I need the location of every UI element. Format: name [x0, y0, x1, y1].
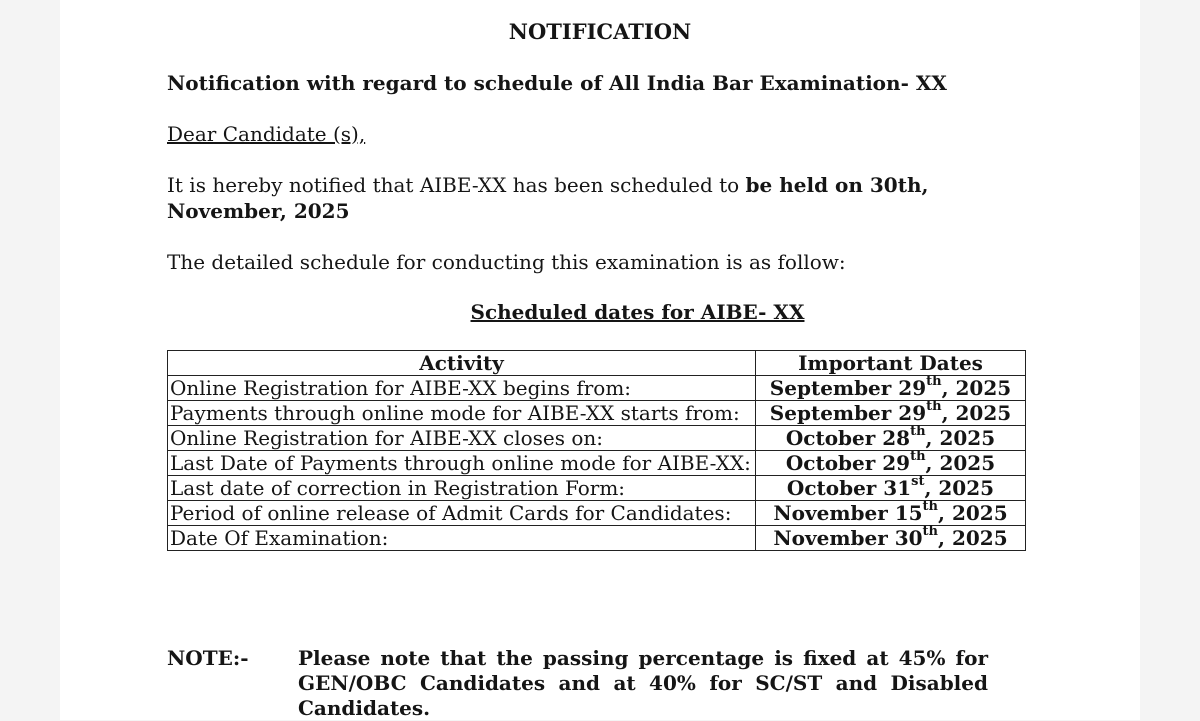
intro-paragraph [167, 172, 997, 224]
activity-cell: Payments through online mode for AIBE-XX starts from: [168, 401, 756, 426]
activity-cell: Last Date of Payments through online mode for AIBE-XX: [168, 451, 756, 476]
table-row [168, 401, 1026, 426]
activity-cell: Last date of correction in Registration Form: [168, 476, 756, 501]
date-year: , 2025 [941, 376, 1012, 400]
date-year: , 2025 [938, 526, 1008, 550]
date-ordinal-suffix: th [922, 499, 939, 515]
notification-subject: Notification with regard to schedule of All India Bar Examination- XX [167, 71, 947, 95]
table-row [168, 376, 1026, 401]
date-ordinal-suffix: th [910, 424, 926, 440]
activity-cell: Online Registration for AIBE-XX begins from: [168, 376, 756, 401]
table-row [168, 426, 1026, 451]
note-label: NOTE:- [167, 646, 249, 670]
table-row [168, 501, 1026, 526]
activity-header: Activity [168, 351, 756, 376]
note-text: Please note that the passing percentage is fixed at 45% for GEN/OBC Candidates and at 40% for SC/ST and Disabled Candidates. [298, 646, 988, 720]
table-row [168, 476, 1026, 501]
schedule-table [167, 350, 1026, 551]
date-month-day: October 31 [786, 476, 912, 500]
date-month-day: October 28 [785, 426, 911, 450]
date-year: , 2025 [925, 451, 996, 475]
notification-title: NOTIFICATION [508, 19, 692, 44]
date-year: , 2025 [925, 426, 996, 450]
table-row [168, 451, 1026, 476]
activity-cell: Period of online release of Admit Cards for Candidates: [168, 501, 756, 526]
date-cell [756, 401, 1026, 426]
dates-header: Important Dates [756, 351, 1026, 376]
document-page [60, 0, 1140, 720]
activity-cell: Online Registration for AIBE-XX closes on: [168, 426, 756, 451]
date-ordinal-suffix: st [911, 474, 925, 490]
date-cell [756, 476, 1026, 501]
date-ordinal-suffix: th [910, 449, 926, 465]
date-month-day: October 29 [785, 451, 911, 475]
date-year: , 2025 [938, 501, 1008, 525]
date-month-day: September 29 [769, 401, 927, 425]
date-ordinal-suffix: th [922, 524, 939, 540]
table-row [168, 526, 1026, 551]
date-month-day: September 29 [769, 376, 927, 400]
schedule-caption: Scheduled dates for AIBE- XX [470, 300, 805, 324]
date-month-day: November 15 [773, 501, 923, 525]
exam-date-highlight: be held on 30th, November, 2025 [167, 173, 929, 223]
date-cell [756, 451, 1026, 476]
salutation: Dear Candidate (s), [167, 122, 366, 146]
schedule-intro-paragraph: The detailed schedule for conducting this examination is as follow: [167, 250, 846, 274]
intro-text: It is hereby notified that AIBE-XX has been scheduled to [167, 173, 746, 197]
date-ordinal-suffix: th [926, 399, 942, 415]
date-cell [756, 501, 1026, 526]
date-year: , 2025 [924, 476, 995, 500]
date-year: , 2025 [941, 401, 1012, 425]
date-cell [756, 526, 1026, 551]
date-cell [756, 376, 1026, 401]
date-month-day: November 30 [773, 526, 923, 550]
table-header-row [168, 351, 1026, 376]
date-cell [756, 426, 1026, 451]
date-ordinal-suffix: th [926, 374, 942, 390]
activity-cell: Date Of Examination: [168, 526, 756, 551]
